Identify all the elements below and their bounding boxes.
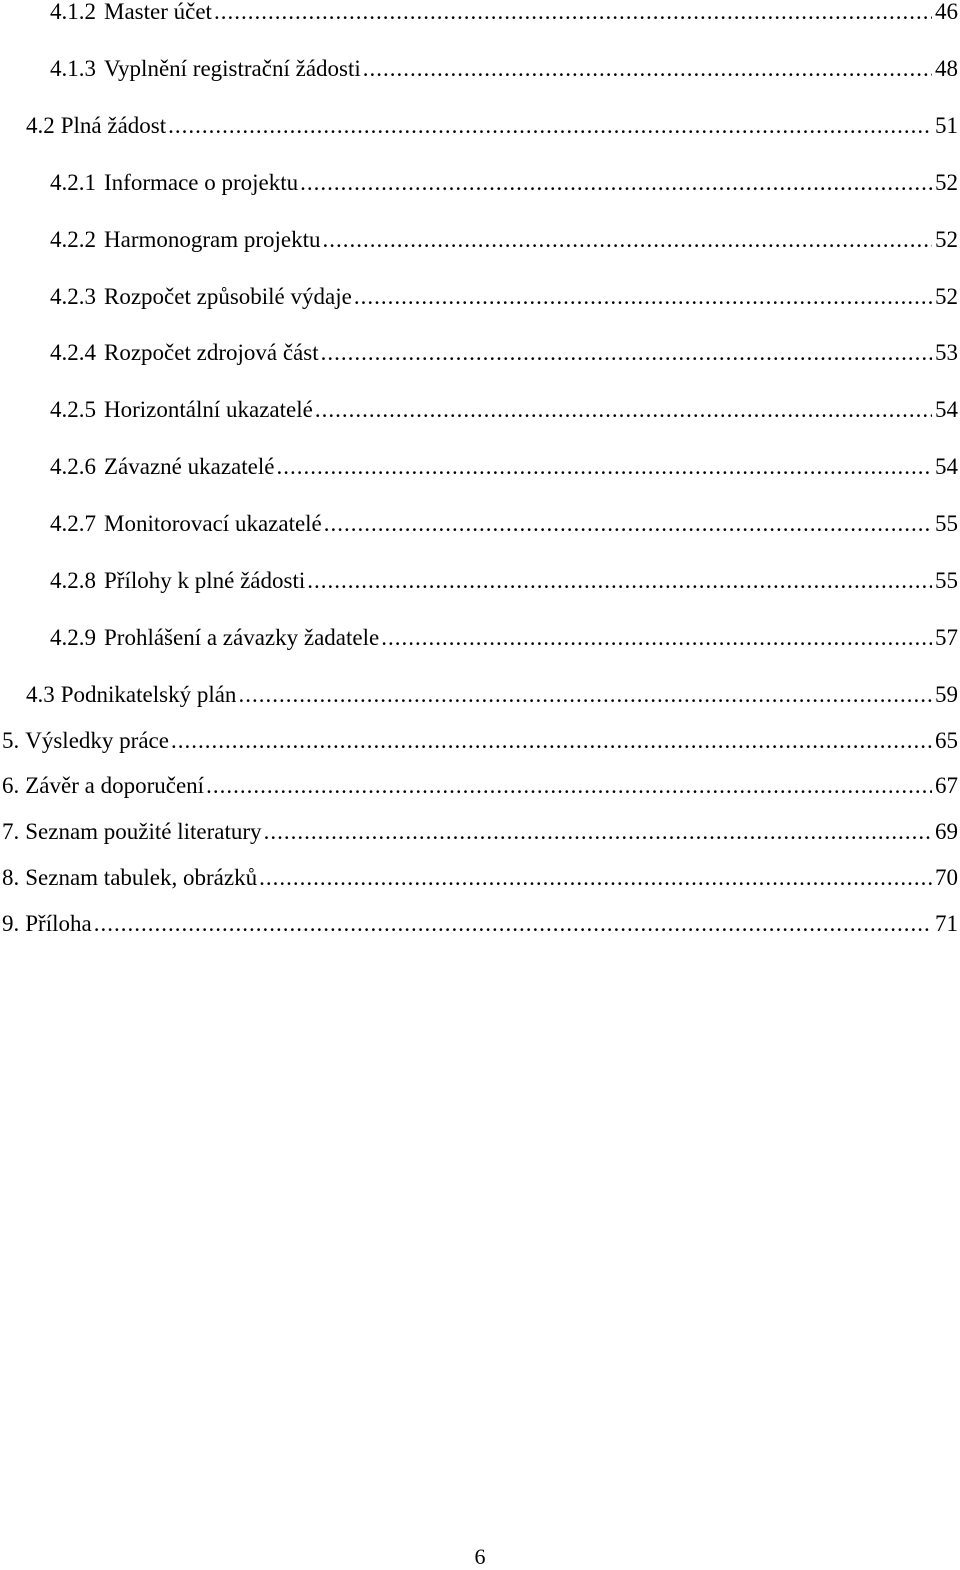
toc-entry-title: Harmonogram projektu [104,226,321,252]
toc-entry-title: Horizontální ukazatelé [104,397,313,423]
dot-leader [300,168,932,198]
toc-entry-number: 4.2 [26,112,55,138]
toc-entry-title: Seznam použité literatury [25,819,262,845]
dot-leader [276,452,932,482]
page-number: 6 [474,1544,486,1569]
toc-entry-title: Monitorovací ukazatelé [104,511,322,537]
dot-leader [363,54,932,84]
toc-entry-page: 67 [935,773,958,799]
toc-entry-page: 71 [935,910,958,936]
dot-leader [171,726,932,756]
toc-entry-title: Rozpočet zdrojová část [104,340,319,366]
toc-entry-number: 4.2.9 [50,624,96,650]
toc-entry-title: Rozpočet způsobilé výdaje [104,283,352,309]
dot-leader [315,395,932,425]
dot-leader [259,863,932,893]
toc-entry-page: 55 [935,568,958,593]
toc-entry[interactable] [50,225,958,255]
toc-entry[interactable] [50,452,958,482]
dot-leader [324,509,932,539]
toc-entry[interactable] [2,817,958,847]
toc-entry-title: Závěr a doporučení [25,773,205,799]
toc-entry-title: Výsledky práce [25,727,169,753]
toc-entry-page: 51 [935,112,958,138]
toc-entry-number: 4.2.1 [50,169,96,195]
toc-entry-page: 46 [935,0,958,24]
toc-entry-title: Prohlášení a závazky žadatele [104,624,380,650]
toc-entry-page: 52 [935,283,958,309]
toc-entry-number: 7. [2,819,20,845]
toc-entry[interactable] [26,111,958,141]
toc-entry-number: 4.2.4 [50,340,96,366]
toc-entry-title: Informace o projektu [104,169,299,195]
toc-entry-number: 5. [2,727,20,753]
toc-entry-number: 4.2.3 [50,283,96,309]
toc-entry-page: 55 [935,511,958,537]
toc-entry[interactable] [50,395,958,425]
toc-entry-page: 52 [935,169,958,195]
toc-entry-page: 52 [935,226,958,252]
toc-entry-number: 4.2.5 [50,397,96,423]
toc-entry-number: 4.2.7 [50,511,96,537]
toc-entry[interactable] [50,0,958,27]
toc-entry-number: 4.1.2 [50,0,96,24]
toc-entry[interactable] [50,168,958,198]
toc-entry-page: 54 [935,397,958,423]
toc-entry-number: 9. [2,910,20,936]
toc-entry-title: Plná žádost [60,112,167,138]
toc-entry-title: Podnikatelský plán [60,681,237,707]
toc-entry[interactable] [2,863,958,893]
toc-entry-title: Seznam tabulek, obrázků [25,865,258,890]
toc-entry-number: 4.1.3 [50,55,96,81]
dot-leader [264,817,932,847]
toc-entry-page: 53 [935,340,958,366]
toc-entry-number: 4.3 [26,681,55,707]
toc-entry-title: Vyplnění registrační žádosti [104,55,361,81]
dot-leader [94,909,932,939]
dot-leader [206,771,932,801]
dot-leader [307,566,932,596]
toc-entry-page: 69 [935,819,958,845]
toc-entry[interactable] [2,909,958,939]
toc-entry[interactable] [50,566,958,596]
dot-leader [381,623,932,653]
toc-entry[interactable] [2,726,958,756]
dot-leader [321,338,932,368]
dot-leader [323,225,932,255]
dot-leader [214,0,932,27]
toc-entry[interactable] [50,282,958,312]
toc-entry-page: 48 [935,55,958,81]
toc-entry-page: 70 [935,865,958,890]
toc-entry[interactable] [2,771,958,801]
dot-leader [168,111,932,141]
toc-entry-number: 6. [2,773,20,799]
toc-entry-number: 8. [2,865,20,890]
toc-entry-title: Závazné ukazatelé [104,454,275,480]
toc-entry-title: Master účet [104,0,212,24]
toc-entry-page: 65 [935,727,958,753]
toc-entry[interactable] [50,623,958,653]
toc-entry-page: 57 [935,624,958,650]
toc-entry-number: 4.2.2 [50,226,96,252]
toc-entry-number: 4.2.8 [50,568,96,593]
toc-entry-number: 4.2.6 [50,454,96,480]
toc-entry-page: 59 [935,681,958,707]
toc-entry[interactable] [50,54,958,84]
toc-entry-title: Příloha [25,910,92,936]
toc-entry[interactable] [26,680,958,710]
toc-entry-page: 54 [935,454,958,480]
toc-entry[interactable] [50,509,958,539]
dot-leader [238,680,932,710]
toc-entry[interactable] [50,338,958,368]
dot-leader [354,282,932,312]
toc-entry-title: Přílohy k plné žádosti [104,568,306,593]
